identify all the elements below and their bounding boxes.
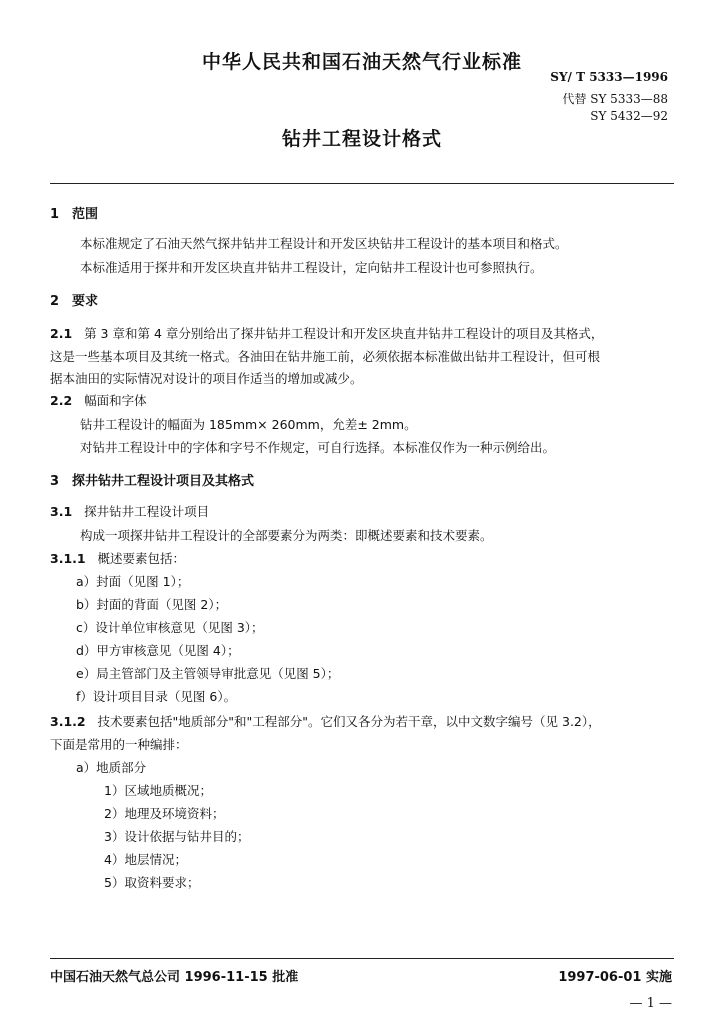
replaces-code-1: 代替 SY 5333—88 <box>562 92 668 106</box>
paragraph: 2.1 第 3 章和第 4 章分别给出了探井钻井工程设计和开发区块直井钻井工程设计的项目及其格式， <box>50 326 604 341</box>
section-heading-3: 3 探井钻井工程设计项目及其格式 <box>50 474 255 489</box>
replaces-code-2: SY 5432—92 <box>590 109 668 123</box>
list-item: a）封面（见图 1）； <box>76 574 190 589</box>
header-divider <box>50 183 674 184</box>
standard-code: SY/ T 5333—1996 <box>550 70 668 84</box>
list-item: a）地质部分 <box>76 760 147 775</box>
list-item: f）设计项目目录（见图 6）。 <box>76 689 237 704</box>
list-item: 4）地层情况； <box>104 852 187 867</box>
effective-date: 1997-06-01 实施 <box>558 970 672 985</box>
list-item: b）封面的背面（见图 2）； <box>76 597 228 612</box>
subsection-heading: 2.2 幅面和字体 <box>50 393 147 408</box>
paragraph: 钻井工程设计的幅面为 185mm× 260mm，允差± 2mm。 <box>80 417 417 432</box>
paragraph: 构成一项探井钻井工程设计的全部要素分为两类：即概述要素和技术要素。 <box>80 528 493 543</box>
list-item: 5）取资料要求； <box>104 875 200 890</box>
list-item: c）设计单位审核意见（见图 3）； <box>76 620 264 635</box>
document-title: 钻井工程设计格式 <box>281 128 442 150</box>
list-item: 2）地理及环境资料； <box>104 806 225 821</box>
paragraph: 据本油田的实际情况对设计的项目作适当的增加或减少。 <box>50 371 363 386</box>
paragraph: 本标准适用于探井和开发区块直井钻井工程设计，定向钻井工程设计也可参照执行。 <box>80 260 543 275</box>
list-item: e）局主管部门及主管领导审批意见（见图 5）； <box>76 666 340 681</box>
approval-date: 中国石油天然气总公司 1996-11-15 批准 <box>50 970 299 985</box>
list-item: 3）设计依据与钻井目的； <box>104 829 250 844</box>
subsection-heading: 3.1 探井钻井工程设计项目 <box>50 504 210 519</box>
footer-divider <box>50 958 674 959</box>
subsection-heading: 3.1.1 概述要素包括： <box>50 551 186 566</box>
paragraph: 对钻井工程设计中的字体和字号不作规定，可自行选择。本标准仅作为一种示例给出。 <box>80 440 556 455</box>
section-heading-1: 1 范围 <box>50 207 99 222</box>
list-item: d）甲方审核意见（见图 4）； <box>76 643 240 658</box>
paragraph: 3.1.2 技术要素包括"地质部分"和"工程部分"。它们又各分为若干章，以中文数字编号（见 3.2）， <box>50 714 601 729</box>
standard-category-title: 中华人民共和国石油天然气行业标准 <box>201 51 522 73</box>
paragraph: 这是一些基本项目及其统一格式。各油田在钻井施工前，必须依据本标准做出钻井工程设计，但可根 <box>50 349 601 364</box>
section-heading-2: 2 要求 <box>50 294 99 309</box>
paragraph: 本标准规定了石油天然气探井钻井工程设计和开发区块钻井工程设计的基本项目和格式。 <box>80 236 568 251</box>
page-number: — 1 — <box>629 996 672 1011</box>
paragraph: 下面是常用的一种编排： <box>50 737 188 752</box>
list-item: 1）区域地质概况； <box>104 783 212 798</box>
